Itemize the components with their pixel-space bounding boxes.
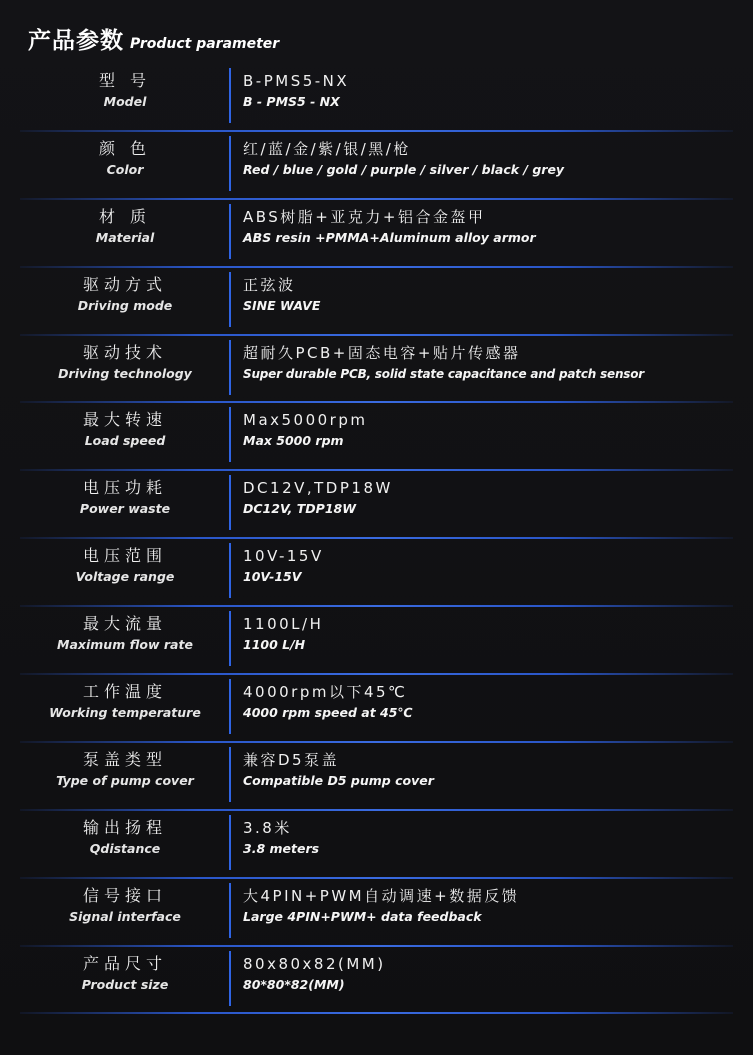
value-en: 3.8 meters: [243, 840, 320, 856]
column-divider: [229, 815, 231, 870]
spec-row-driving-mode: [20, 268, 733, 336]
row-label: [20, 743, 230, 809]
row-label: [20, 675, 230, 741]
row-value: [243, 336, 733, 402]
value-en: 1100 L/H: [243, 637, 306, 653]
row-value: [243, 539, 733, 605]
spec-row-pump-cover: [20, 743, 733, 811]
spec-row-material: [20, 200, 733, 268]
column-divider: [229, 611, 231, 666]
row-label: [20, 471, 230, 537]
label-en: Signal interface: [69, 908, 181, 924]
spec-row-load-speed: [20, 403, 733, 471]
value-cn: 10V-15V: [243, 547, 324, 566]
spec-row-qdistance: [20, 811, 733, 879]
row-label: [20, 811, 230, 877]
value-en: Max 5000 rpm: [243, 433, 344, 449]
row-label: [20, 539, 230, 605]
row-value: [243, 743, 733, 809]
value-cn: 4000rpm以下45℃: [243, 683, 408, 702]
label-cn: 最大流量: [82, 614, 167, 634]
label-cn: 材 质: [98, 206, 152, 226]
value-cn: 红/蓝/金/紫/银/黑/枪: [243, 139, 411, 158]
spec-row-product-size: [20, 947, 733, 1015]
row-value: [243, 675, 733, 741]
value-cn: 大4PIN+PWM自动调速+数据反馈: [243, 886, 520, 905]
row-value: [243, 471, 733, 537]
label-cn: 驱动技术: [82, 342, 167, 362]
value-en: Large 4PIN+PWM+ data feedback: [243, 908, 482, 924]
row-value: [243, 268, 733, 334]
spec-row-signal-interface: [20, 879, 733, 947]
row-label: [20, 132, 230, 198]
value-cn: DC12V,TDP18W: [243, 479, 393, 498]
label-cn: 产品尺寸: [82, 953, 167, 973]
column-divider: [229, 679, 231, 734]
spec-table: [20, 64, 733, 1014]
page-header: [28, 22, 279, 54]
label-en: Power waste: [79, 501, 171, 517]
row-label: [20, 879, 230, 945]
value-cn: 1100L/H: [243, 615, 324, 634]
column-divider: [229, 951, 231, 1006]
row-label: [20, 403, 230, 469]
row-label: [20, 607, 230, 673]
column-divider: [229, 475, 231, 530]
value-cn: ABS树脂+亚克力+铝合金盔甲: [243, 207, 486, 226]
row-label: [20, 947, 230, 1013]
spec-row-flow-rate: [20, 607, 733, 675]
row-value: [243, 607, 733, 673]
column-divider: [229, 68, 231, 123]
label-en: Maximum flow rate: [57, 637, 193, 653]
row-value: [243, 200, 733, 266]
row-label: [20, 200, 230, 266]
label-en: Model: [103, 94, 147, 109]
label-en: Driving technology: [58, 365, 192, 381]
row-label: [20, 64, 230, 130]
spec-row-model: [20, 64, 733, 132]
row-value: [243, 947, 733, 1013]
value-en: 4000 rpm speed at 45℃: [243, 705, 413, 721]
column-divider: [229, 407, 231, 462]
value-en: 10V-15V: [243, 569, 302, 585]
value-cn: 超耐久PCB+固态电容+贴片传感器: [243, 343, 521, 362]
value-en: ABS resin +PMMA+Aluminum alloy armor: [243, 229, 536, 245]
spec-row-voltage-range: [20, 539, 733, 607]
spec-row-color: [20, 132, 733, 200]
row-value: [243, 403, 733, 469]
label-cn: 电压功耗: [82, 478, 167, 498]
label-en: Voltage range: [75, 569, 175, 585]
label-en: Color: [106, 161, 144, 177]
value-en: Super durable PCB, solid state capacitance and patch sensor: [243, 366, 644, 381]
label-cn: 信号接口: [82, 885, 167, 905]
column-divider: [229, 340, 231, 395]
row-value: [243, 132, 733, 198]
label-cn: 最大转速: [82, 410, 167, 430]
value-en: SINE WAVE: [243, 297, 321, 313]
row-label: [20, 336, 230, 402]
label-cn: 泵盖类型: [82, 749, 167, 769]
value-en: Red / blue / gold / purple / silver / black / grey: [243, 161, 565, 177]
spec-row-power-waste: [20, 471, 733, 539]
column-divider: [229, 272, 231, 327]
label-cn: 工作温度: [82, 682, 167, 702]
page-title-en: Product parameter: [130, 36, 280, 52]
page-title-cn: 产品参数: [28, 28, 124, 54]
column-divider: [229, 883, 231, 938]
label-en: Load speed: [84, 433, 166, 449]
row-value: [243, 64, 733, 130]
label-en: Driving mode: [77, 297, 173, 313]
row-value: [243, 811, 733, 877]
label-cn: 型 号: [98, 71, 152, 90]
value-en: 80*80*82(MM): [243, 976, 345, 992]
label-cn: 电压范围: [82, 546, 167, 566]
label-cn: 驱动方式: [82, 274, 167, 294]
label-cn: 颜 色: [98, 138, 152, 158]
column-divider: [229, 136, 231, 191]
label-en: Material: [95, 229, 155, 245]
value-cn: 3.8米: [243, 818, 292, 837]
column-divider: [229, 543, 231, 598]
label-en: Working temperature: [49, 705, 201, 721]
value-cn: 兼容D5泵盖: [243, 750, 340, 769]
column-divider: [229, 747, 231, 802]
value-cn: B-PMS5-NX: [243, 72, 350, 90]
value-cn: Max5000rpm: [243, 411, 368, 430]
spec-row-working-temperature: [20, 675, 733, 743]
spec-row-driving-technology: [20, 336, 733, 404]
column-divider: [229, 204, 231, 259]
value-en: Compatible D5 pump cover: [243, 772, 434, 788]
value-cn: 正弦波: [243, 275, 296, 294]
value-en: B - PMS5 - NX: [243, 94, 340, 109]
label-cn: 输出扬程: [82, 817, 167, 837]
label-en: Product size: [81, 976, 169, 992]
label-en: Qdistance: [89, 840, 161, 856]
value-en: DC12V, TDP18W: [243, 501, 357, 517]
label-en: Type of pump cover: [56, 772, 194, 788]
value-cn: 80x80x82(MM): [243, 954, 386, 973]
row-label: [20, 268, 230, 334]
row-value: [243, 879, 733, 945]
